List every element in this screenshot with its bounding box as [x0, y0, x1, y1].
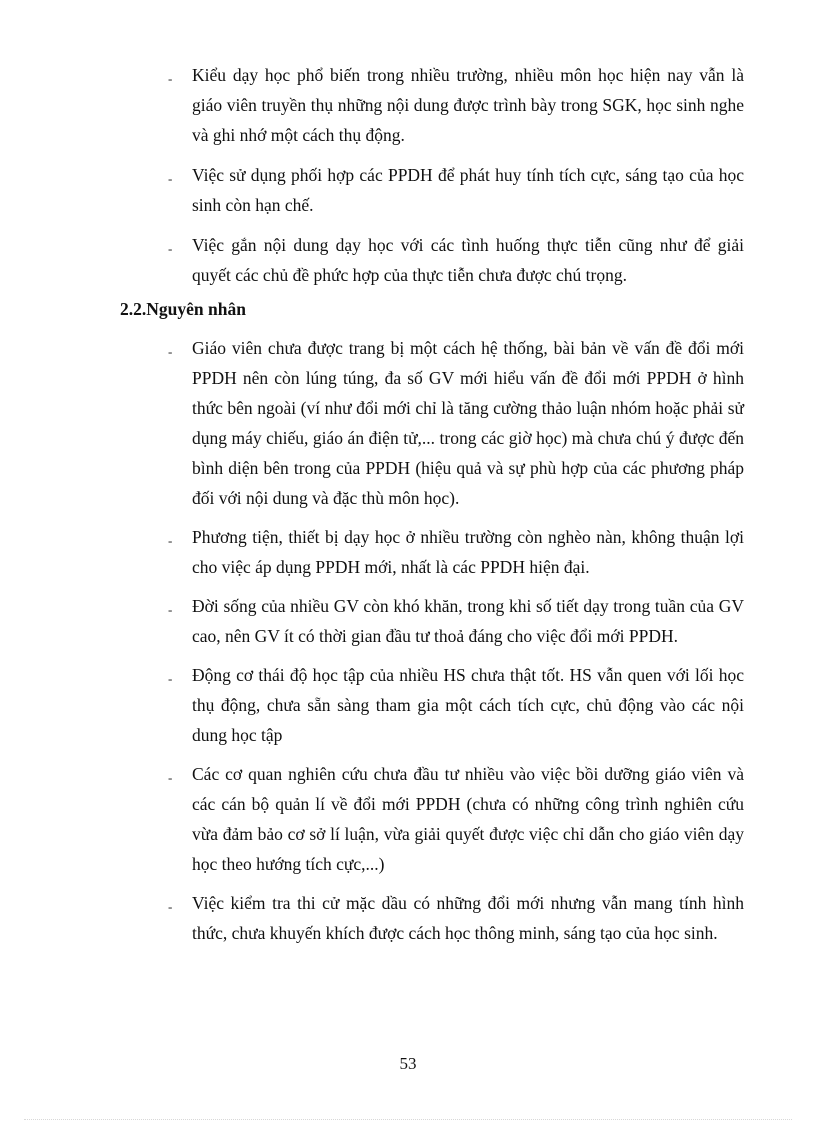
bullet-dash: - — [168, 602, 173, 617]
list-item-text: Các cơ quan nghiên cứu chưa đầu tư nhiều vào việc bồi dưỡng giáo viên và các cán bộ quản lí về đổi mới PPDH (chưa có những công trình nghiên cứu vừa đảm bảo cơ sở lí luận, vừa giải quyết được việc chỉ dẫn cho giáo viên dạy học theo hướng tích cực,...) — [192, 764, 744, 874]
list-item — [0, 888, 744, 948]
bullet-dash: - — [168, 71, 173, 86]
bullet-dash: - — [168, 671, 173, 686]
list-item — [0, 522, 744, 582]
intro-bullet-list — [0, 60, 816, 300]
list-item-text: Phương tiện, thiết bị dạy học ở nhiều trường còn nghèo nàn, không thuận lợi cho việc áp dụng PPDH mới, nhất là các PPDH hiện đại. — [192, 527, 744, 577]
list-item-text: Việc sử dụng phối hợp các PPDH để phát huy tính tích cực, sáng tạo của học sinh còn hạn chế. — [192, 165, 744, 215]
page-bottom-divider — [24, 1119, 792, 1120]
bullet-dash: - — [168, 241, 173, 256]
list-item — [0, 160, 744, 220]
list-item — [0, 759, 744, 879]
bullet-dash: - — [168, 770, 173, 785]
list-item — [0, 333, 744, 513]
list-item — [0, 230, 744, 290]
list-item-text: Kiểu dạy học phổ biến trong nhiều trường, nhiều môn học hiện nay vẫn là giáo viên truyền thụ những nội dung được trình bày trong SGK, học sinh nghe và ghi nhớ một cách thụ động. — [192, 65, 744, 145]
list-item-text: Giáo viên chưa được trang bị một cách hệ thống, bài bản về vấn đề đổi mới PPDH nên còn lúng túng, đa số GV mới hiểu vấn đề đổi mới PPDH ở hình thức bên ngoài (ví như đổi mới chỉ là tăng cường thảo luận nhóm hoặc phải sử dụng máy chiếu, giáo án điện tử,... trong các giờ học) mà chưa chú ý được đến bình diện bên trong của PPDH (hiệu quả và sự phù hợp của các phương pháp đối với nội dung và đặc thù môn học). — [192, 338, 744, 508]
list-item — [0, 60, 744, 150]
list-item — [0, 591, 744, 651]
list-item-text: Việc kiểm tra thi cử mặc dầu có những đổi mới nhưng vẫn mang tính hình thức, chưa khuyến khích được cách học thông minh, sáng tạo của học sinh. — [192, 893, 744, 943]
list-item-text: Việc gắn nội dung dạy học với các tình huống thực tiễn cũng như để giải quyết các chủ đề phức hợp của thực tiễn chưa được chú trọng. — [192, 235, 744, 285]
section-heading: 2.2.Nguyên nhân — [120, 299, 246, 319]
list-item — [0, 660, 744, 750]
bullet-dash: - — [168, 171, 173, 186]
page-number: 53 — [399, 1054, 417, 1073]
bullet-dash: - — [168, 344, 173, 359]
list-item-text: Động cơ thái độ học tập của nhiều HS chưa thật tốt. HS vẫn quen với lối học thụ động, chưa sẵn sàng tham gia một cách tích cực, chủ động vào các nội dung học tập — [192, 665, 744, 745]
reasons-bullet-list — [0, 333, 816, 957]
bullet-dash: - — [168, 899, 173, 914]
bullet-dash: - — [168, 533, 173, 548]
list-item-text: Đời sống của nhiều GV còn khó khăn, trong khi số tiết dạy trong tuần của GV cao, nên GV ít có thời gian đầu tư thoả đáng cho việc đổi mới PPDH. — [192, 596, 744, 646]
